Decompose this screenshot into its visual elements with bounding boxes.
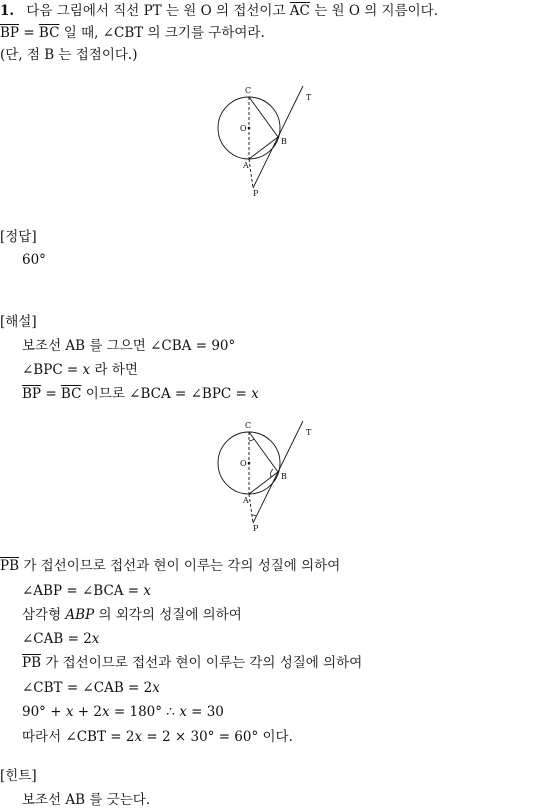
variable-x: x	[134, 729, 143, 745]
segment-bc: $\overline{BC}$	[38, 25, 60, 41]
geometry-figure-2	[215, 415, 325, 535]
segment-pb: $\overline{PB}$	[0, 558, 20, 574]
variable-x: x	[251, 386, 259, 402]
line-ap	[249, 494, 253, 523]
label-o: O	[240, 124, 247, 133]
problem-text: 는 원 O 의 지름이다.	[314, 3, 438, 19]
segment-ac: $\overline{AC}$	[289, 3, 310, 19]
explanation-line-5: ∠ABP = ∠BCA = x	[22, 583, 152, 599]
chord-cb	[249, 432, 278, 472]
label-b: B	[281, 472, 287, 481]
segment-bp: $\overline{BP}$	[22, 386, 42, 402]
variable-x: x	[152, 680, 160, 696]
variable-x: x	[143, 583, 152, 599]
segment-pb: $\overline{PB}$	[22, 655, 42, 671]
label-a: A	[243, 161, 249, 170]
problem-line-1	[0, 5, 438, 19]
variable-x: x	[65, 704, 74, 720]
explanation-line-4: $\overline{PB}$ 가 접선이므로 접선과 현이 이루는 각의 성질에 의하여	[0, 558, 341, 574]
answer-heading: [정답]	[0, 229, 37, 245]
label-t: T	[306, 93, 312, 102]
label-b: B	[281, 137, 287, 146]
label-t: T	[306, 428, 312, 437]
segment-bp: $\overline{BP}$	[0, 25, 20, 41]
problem-text: 다음 그림에서 직선 PT 는 원 O 의 접선이고	[26, 3, 286, 19]
label-p: P	[253, 524, 259, 533]
label-c: C	[245, 86, 252, 95]
label-a: A	[243, 496, 249, 505]
center-point	[248, 127, 251, 130]
chord-cb	[249, 97, 278, 137]
explanation-line-9: ∠CBT = ∠CAB = 2x	[22, 680, 160, 696]
hint-text: 보조선 AB 를 긋는다.	[22, 792, 151, 808]
center-point	[248, 462, 251, 465]
answer-value: 60°	[22, 252, 46, 268]
variable-x: x	[101, 704, 110, 720]
hint-heading: [힌트]	[0, 768, 37, 784]
variable-x: x	[91, 631, 100, 647]
explanation-line-6: 삼각형 ABP 의 외각의 성질에 의하여	[22, 607, 242, 623]
problem-line-2	[0, 27, 265, 41]
label-p: P	[253, 189, 259, 198]
explanation-line-2: ∠BPC = x 라 하면	[22, 362, 138, 378]
line-ap	[249, 159, 253, 188]
segment-bc: $\overline{BC}$	[60, 386, 82, 402]
geometry-figure-1	[215, 80, 325, 200]
explanation-heading: [해설]	[0, 314, 37, 330]
explanation-line-3: $\overline{BP} = \overline{BC}$ 이므로 ∠BCA = ∠BPC = x	[22, 386, 259, 402]
variable-x: x	[179, 704, 187, 720]
explanation-line-10: 90° + x + 2x = 180° ∴ x = 30	[22, 704, 224, 720]
triangle-abp: ABP	[65, 607, 95, 623]
explanation-line-1: 보조선 AB 를 그으면 ∠CBA = 90°	[22, 338, 236, 354]
equals-sign: =	[23, 25, 35, 41]
label-c: C	[245, 421, 252, 430]
angle-mark-p	[252, 515, 256, 516]
problem-text: 일 때, ∠CBT 의 크기를 구하여라.	[63, 25, 265, 41]
problem-line-3: (단, 점 B 는 접점이다.)	[0, 47, 138, 63]
problem-number: 1.	[0, 3, 15, 19]
label-o: O	[240, 459, 247, 468]
explanation-line-11: 따라서 ∠CBT = 2x = 2 × 30° = 60° 이다.	[22, 729, 293, 745]
explanation-line-8: $\overline{PB}$ 가 접선이므로 접선과 현이 이루는 각의 성질에 의하여	[22, 655, 363, 671]
angle-mark-c	[249, 439, 254, 441]
explanation-line-7: ∠CAB = 2x	[22, 631, 100, 647]
variable-x: x	[82, 362, 91, 378]
